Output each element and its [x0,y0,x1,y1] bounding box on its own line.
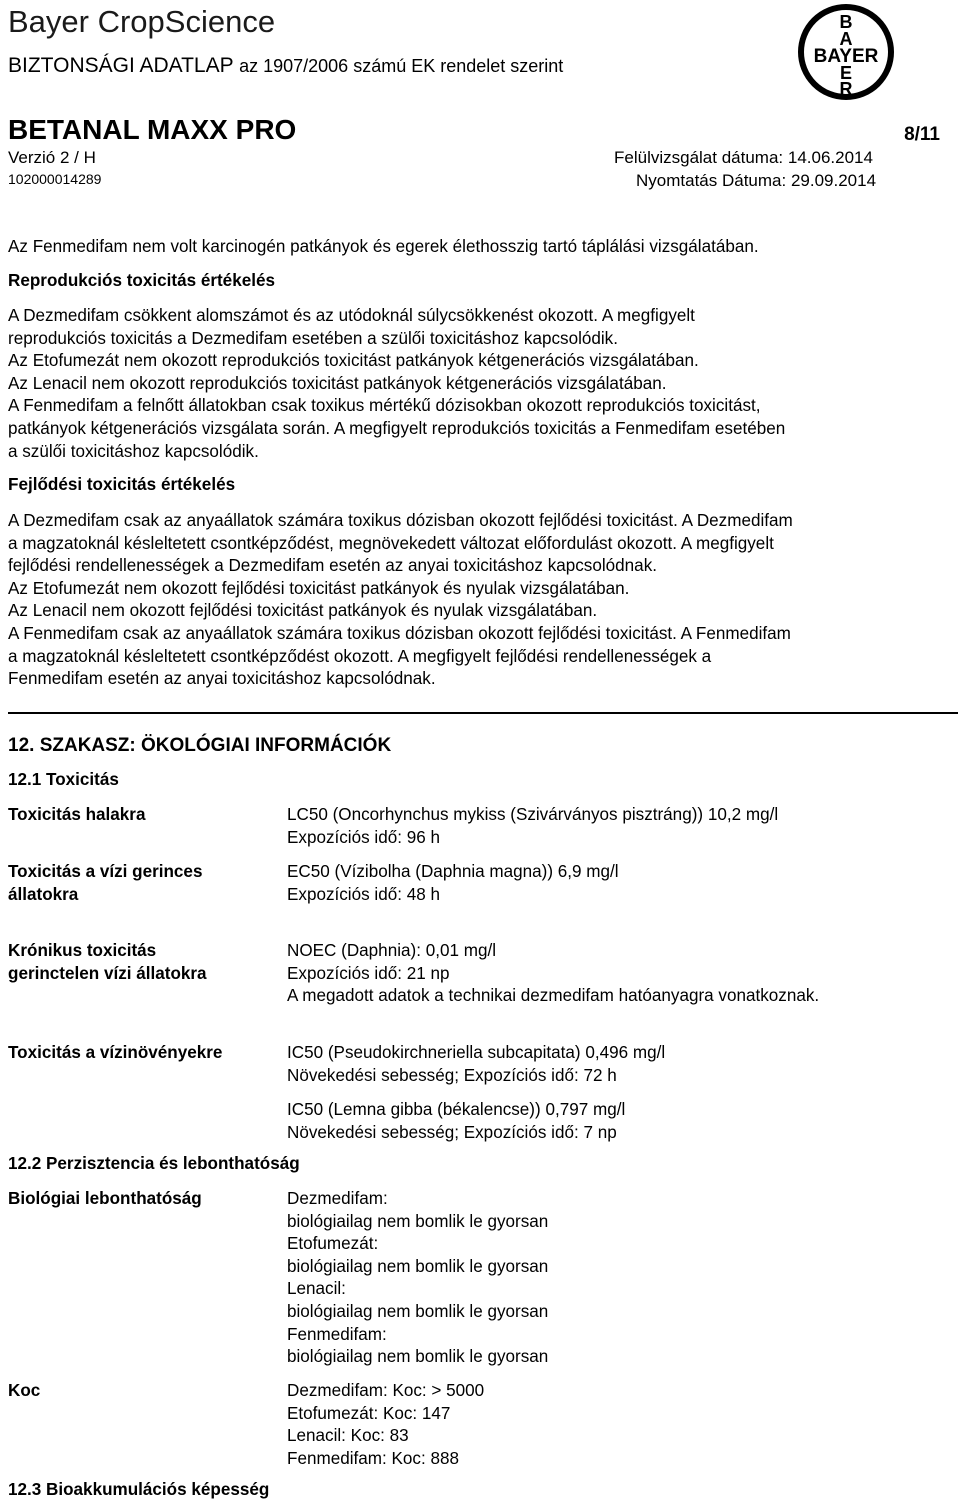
text-line: a szülői toxicitáshoz kapcsolódik. [8,441,259,461]
version-label: Verzió 2 / H [8,148,96,167]
value-line: Expozíciós idő: 96 h [287,827,440,847]
value-line: NOEC (Daphnia): 0,01 mg/l [287,941,497,960]
product-name: BETANAL MAXX PRO [8,114,297,145]
devel-paragraph [8,510,952,691]
value-line: Dezmedifam: [287,1189,388,1208]
value-line: Expozíciós idő: 48 h [287,884,440,904]
section-divider [8,712,958,714]
label-line: Krónikus toxicitás [8,941,157,960]
value-line: Dezmedifam: Koc: > 5000 [287,1381,485,1400]
value-line: Expozíciós idő: 21 np [287,963,450,983]
biodegradability-label [8,1188,268,1211]
label-line: Koc [8,1381,41,1400]
svg-text:E: E [839,63,853,83]
print-date: Nyomtatás Dátuma: 29.09.2014 [636,171,877,190]
subsection-12-1-title: 12.1 Toxicitás [8,770,119,789]
value-line: Növekedési sebesség; Expozíciós idő: 72 h [287,1065,617,1085]
label-line: Biológiai lebonthatóság [8,1189,202,1208]
value-line: Fenmedifam: Koc: 888 [287,1448,459,1468]
text-line: patkányok kétgenerációs vizsgálata során. A megfigyelt reprodukciós toxicitás a Fenmedifam esetében [8,418,786,438]
repro-paragraph [8,305,952,463]
company-name: Bayer CropScience [8,4,276,39]
aquatic-invertebrate-toxicity-label [8,861,268,906]
value-line: IC50 (Pseudokirchneriella subcapitata) 0,496 mg/l [287,1043,666,1062]
aquatic-plant-toxicity-value-2 [287,1099,947,1144]
biodegradability-value [287,1188,947,1369]
value-line: A megadott adatok a technikai dezmedifam hatóanyagra vonatkoznak. [287,986,820,1006]
text-line: A Dezmedifam csökkent alomszámot és az utódoknál súlycsökkenést okozott. A megfigyelt [8,306,695,325]
value-line: biológiailag nem bomlik le gyorsan [287,1211,549,1231]
value-line: IC50 (Lemna gibba (békalencse)) 0,797 mg/l [287,1100,626,1119]
value-line: Lenacil: [287,1279,346,1299]
value-line: EC50 (Vízibolha (Daphnia magna)) 6,9 mg/l [287,862,619,881]
subsection-12-2-title: 12.2 Perzisztencia és lebonthatóság [8,1154,300,1173]
aquatic-plant-toxicity-label [8,1042,268,1065]
label-line: Toxicitás halakra [8,805,146,824]
text-line: reprodukciós toxicitás a Dezmedifam esetében a szülői toxicitáshoz kapcsolódik. [8,328,618,348]
fish-toxicity-label [8,804,268,827]
text-line: Az Etofumezát nem okozott fejlődési toxicitást patkányok és nyulak vizsgálatában. [8,578,630,598]
text-line: Az Etofumezát nem okozott reprodukciós toxicitást patkányok kétgenerációs vizsgálatában. [8,351,699,371]
chronic-toxicity-label [8,940,268,985]
text-line: Az Lenacil nem okozott fejlődési toxicitást patkányok és nyulak vizsgálatában. [8,601,598,621]
fish-toxicity-value [287,804,947,849]
text-line: fejlődési rendellenességek a Dezmedifam esetén az anyai toxicitáshoz kapcsolódnak. [8,556,657,576]
label-line: Toxicitás a vízinövényekre [8,1043,223,1062]
value-line: Lenacil: Koc: 83 [287,1426,409,1446]
value-line: biológiailag nem bomlik le gyorsan [287,1347,549,1367]
value-line: biológiailag nem bomlik le gyorsan [287,1256,549,1276]
value-line: Etofumezát: Koc: 147 [287,1403,451,1423]
text-line: Az Fenmedifam nem volt karcinogén patkányok és egerek élethosszig tartó táplálási vizsgálatában. [8,237,759,256]
devel-heading: Fejlődési toxicitás értékelés [8,475,236,494]
value-line: Fenmedifam: [287,1324,387,1344]
bayer-logo [796,2,896,102]
aquatic-invertebrate-toxicity-value [287,861,947,906]
value-line: Etofumezát: [287,1234,379,1254]
document-type [8,54,563,78]
subsection-12-3-title: 12.3 Bioakkumulációs képesség [8,1480,270,1499]
koc-label [8,1380,268,1403]
text-line: A Dezmedifam csak az anyaállatok számára toxikus dózisban okozott fejlődési toxicitást. A Dezmedifam [8,511,793,530]
text-line: A Fenmedifam a felnőtt állatokban csak toxikus mértékű dózisokban okozott reprodukciós toxicitást, [8,396,761,416]
document-regulation: az 1907/2006 számú EK rendelet szerint [239,56,564,76]
label-line: állatokra [8,884,79,904]
svg-text:B: B [839,12,853,32]
value-line: LC50 (Oncorhynchus mykiss (Szivárványos pisztráng)) 10,2 mg/l [287,805,779,824]
page-number: 8/11 [904,124,940,145]
label-line: Toxicitás a vízi gerinces [8,862,203,881]
svg-text:R: R [839,79,853,99]
repro-heading: Reprodukciós toxicitás értékelés [8,271,275,290]
chronic-toxicity-value [287,940,947,1008]
revision-date: Felülvizsgálat dátuma: 14.06.2014 [614,148,873,167]
text-line: a magzatoknál késleltetett csontképződést, megnövekedett változat előfordulást okozott. A megfigyelt [8,533,774,553]
label-line: gerinctelen vízi állatokra [8,963,207,983]
svg-text:A: A [839,29,853,49]
text-line: a magzatoknál késleltetett csontképződést okozott. A megfigyelt fejlődési rendellenességek a [8,646,712,666]
text-line: Fenmedifam esetén az anyai toxicitáshoz kapcsolódnak. [8,669,436,689]
aquatic-plant-toxicity-value [287,1042,947,1087]
value-line: Növekedési sebesség; Expozíciós idő: 7 np [287,1122,617,1142]
logo-wordmark: BAYER [813,46,879,67]
value-line: biológiailag nem bomlik le gyorsan [287,1301,549,1321]
product-code: 102000014289 [8,171,102,187]
text-line: Az Lenacil nem okozott reprodukciós toxicitást patkányok kétgenerációs vizsgálatában. [8,373,667,393]
carcinogenicity-paragraph [8,236,952,259]
koc-value [287,1380,947,1470]
text-line: A Fenmedifam csak az anyaállatok számára toxikus dózisban okozott fejlődési toxicitást. A Fenmedifam [8,623,791,643]
document-type-label: BIZTONSÁGI ADATLAP [8,54,234,77]
section-12-title: 12. SZAKASZ: ÖKOLÓGIAI INFORMÁCIÓK [8,735,392,756]
